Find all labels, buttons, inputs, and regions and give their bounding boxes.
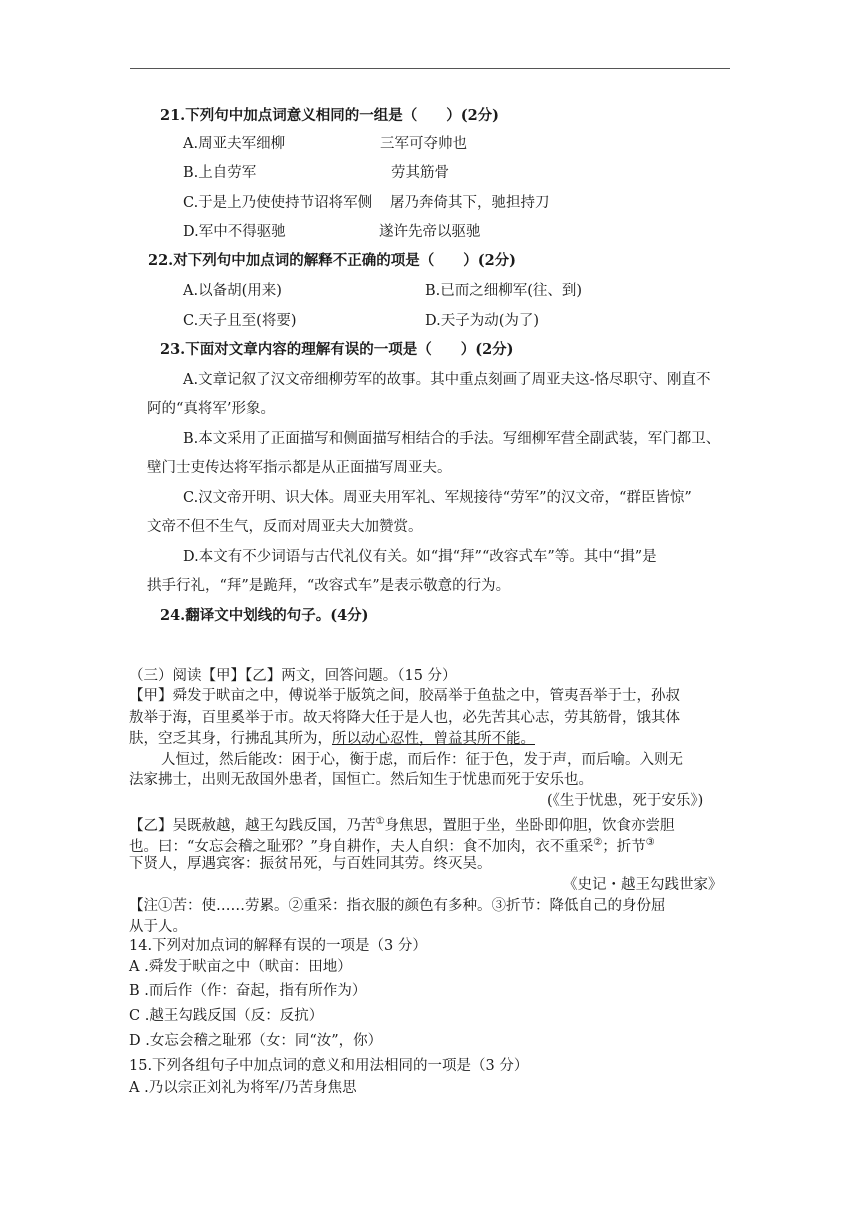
q22-option-c: C.天子且至(将要) bbox=[183, 313, 297, 329]
q23-option-a-line1: A.文章记叙了汉文帝细柳劳军的故事。其中重点刻画了周亚夫这-恪尽职守、刚直不 bbox=[183, 372, 711, 388]
footnote-mark-3: ③ bbox=[645, 837, 655, 848]
q14-option-c: C .越王勾践反国（反：反抗） bbox=[129, 1008, 324, 1024]
passage-jia-line2: 敖举于海，百里奚举于市。故天将降大任于是人也，必先苦其心志，劳其筋骨，饿其体 bbox=[129, 710, 680, 726]
q14-option-a: A .舜发于畎亩之中（畎亩：田地） bbox=[129, 959, 352, 975]
header-rule bbox=[130, 68, 730, 69]
section3-intro: （三）阅读【甲】【乙】两文，回答问题。（15 分） bbox=[129, 668, 457, 684]
passage-yi-line2-cont: ；折节 bbox=[602, 838, 646, 855]
footnote-mark-1: ① bbox=[375, 816, 385, 827]
footnote-mark-2: ② bbox=[593, 837, 603, 848]
q23-option-d-line1: D.本文有不少词语与古代礼仪有关。如“揖“拜”“改容式车”等。其中“揖”是 bbox=[183, 549, 657, 565]
q22-option-b: B.已而之细柳军(往、到) bbox=[425, 283, 583, 299]
q21-stem: 21.下列句中加点词意义相同的一组是（ ）(2分) bbox=[160, 107, 500, 124]
q21-option-c: C.于是上乃使使持节诏将军侧 bbox=[183, 195, 373, 211]
q21-option-d-pair: 遂许先帝以驱驰 bbox=[379, 224, 481, 240]
q24-stem: 24.翻译文中划线的句子。(4分) bbox=[160, 607, 369, 624]
passage-yi-line2-text: 也。曰：“女忘会稽之耻邪？”身自耕作，夫人自织：食不加肉，衣不重采 bbox=[129, 838, 594, 855]
q21-option-d: D.军中不得驱驰 bbox=[183, 224, 286, 240]
q14-option-b: B .而后作（作：奋起，指有所作为） bbox=[129, 983, 367, 999]
passage-jia-line3 bbox=[129, 729, 535, 749]
q21-option-a: A.周亚夫军细柳 bbox=[183, 136, 286, 152]
q22-option-a: A.以备胡(用来) bbox=[183, 283, 282, 299]
passage-jia-line4: 人恒过，然后能改：困于心，衡于虑，而后作：征于色，发于声，而后喻。入则无 bbox=[161, 752, 683, 768]
passage-jia-line1: 【甲】舜发于畎亩之中，傅说举于版筑之间，胶鬲举于鱼盐之中，管夷吾举于士，孙叔 bbox=[129, 688, 680, 704]
q21-option-c-pair: 屠乃奔倚其下，驰担持刀 bbox=[390, 195, 550, 211]
passage-yi-line1-cont: 身焦思，置胆于坐，坐卧即仰胆，饮食亦尝胆 bbox=[384, 817, 675, 834]
note-line1: 【注①苦：使……劳累。②重采：指衣服的颜色有多种。③折节：降低自己的身份屈 bbox=[129, 898, 666, 914]
q21-option-a-pair: 三军可夺帅也 bbox=[380, 136, 467, 152]
q23-option-d-line2: 拱手行礼，“拜”是跪拜，“改容式车”是表示敬意的行为。 bbox=[147, 578, 511, 594]
q15-stem: 15.下列各组句子中加点词的意义和用法相同的一项是（3 分） bbox=[129, 1058, 529, 1074]
underlined-sentence: 所以动心忍性，曾益其所不能。 bbox=[332, 731, 535, 747]
q23-stem: 23.下面对文章内容的理解有误的一项是（ ）(2分) bbox=[160, 341, 514, 358]
passage-jia-source: (《生于忧患，死于安乐》) bbox=[547, 793, 704, 809]
passage-yi-line3: 下贤人，厚遇宾客：振贫吊死，与百姓同其劳。终灭吴。 bbox=[129, 856, 492, 872]
q21-option-b-pair: 劳其筋骨 bbox=[391, 165, 449, 181]
passage-jia-line5: 法家拂士，出则无敌国外患者，国恒亡。然后知生于忧患而死于安乐也。 bbox=[129, 772, 593, 788]
q22-option-d: D.天子为动(为了) bbox=[425, 313, 540, 329]
q14-stem: 14.下列对加点词的解释有误的一项是（3 分） bbox=[129, 938, 427, 954]
q21-option-b: B.上自劳军 bbox=[183, 165, 257, 181]
q22-stem: 22.对下列句中加点词的解释不正确的项是（ ）(2分) bbox=[148, 252, 517, 269]
passage-jia-line3-text: 肤，空乏其身，行拂乱其所为， bbox=[129, 731, 332, 747]
q23-option-c-line2: 文帝不但不生气，反而对周亚夫大加赞赏。 bbox=[147, 519, 423, 535]
q14-option-d: D .女忘会稽之耻邪（女：同“汝”，你） bbox=[129, 1033, 383, 1049]
q23-option-b-line2: 壁门士吏传达将军指示都是从正面描写周亚夫。 bbox=[147, 460, 452, 476]
q23-option-a-line2: 阿的“真将军’形象。 bbox=[147, 401, 276, 417]
passage-yi-source: 《史记・越王勾践世家》 bbox=[563, 877, 723, 893]
q15-option-a: A .乃以宗正刘礼为将军/乃苦身焦思 bbox=[129, 1080, 357, 1096]
note-line2: 从于人。 bbox=[129, 919, 187, 935]
passage-yi-line1-text: 【乙】吴既赦越，越王勾践反国，乃苦 bbox=[129, 817, 376, 834]
q23-option-c-line1: C.汉文帝开明、识大体。周亚夫用军礼、军规接待“劳军”的汉文帝，“群臣皆惊” bbox=[183, 490, 692, 506]
q23-option-b-line1: B.本文采用了正面描写和侧面描写相结合的手法。写细柳军营全副武装，军门都卫、 bbox=[183, 431, 721, 447]
